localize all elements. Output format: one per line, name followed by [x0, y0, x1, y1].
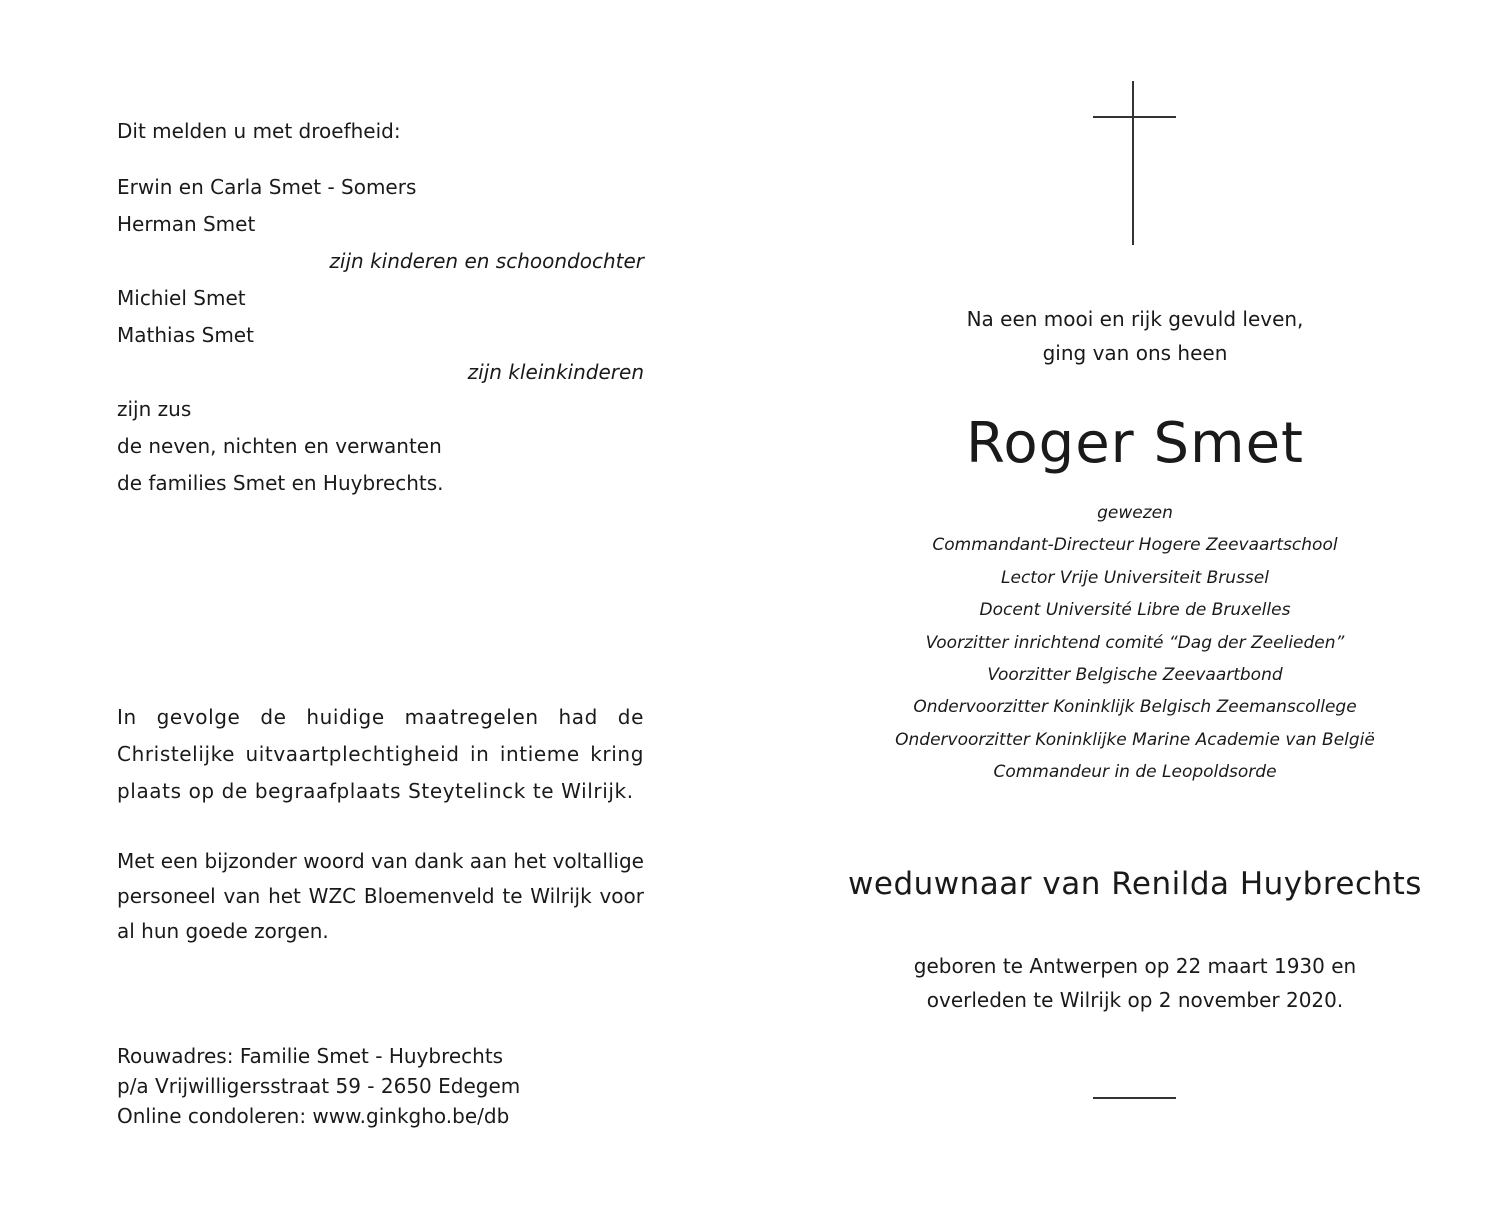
title-line: Voorzitter inrichtend comité “Dag der Zeelieden” — [925, 633, 1345, 653]
title-line: Commandeur in de Leopoldsorde — [993, 762, 1277, 782]
title-line: Commandant-Directeur Hogere Zeevaartschool — [932, 535, 1338, 555]
child-name: Herman Smet — [117, 212, 256, 236]
death-line: overleden te Wilrijk op 2 november 2020. — [926, 988, 1344, 1012]
deceased-name: Roger Smet — [966, 411, 1304, 476]
title-line: Voorzitter Belgische Zeevaartbond — [987, 665, 1283, 685]
title-line: gewezen — [1097, 503, 1173, 523]
announcement-intro: Dit melden u met droefheid: — [117, 119, 401, 143]
grandchild-name: Michiel Smet — [117, 286, 246, 310]
condolence-link: Online condoleren: www.ginkgho.be/db — [117, 1104, 510, 1128]
intro-line: Na een mooi en rijk gevuld leven, — [966, 307, 1304, 331]
thanks-paragraph: Met een bijzonder woord van dank aan het voltallige personeel van het WZC Bloemenveld te Wilrijk voor al hun goede zorgen. — [117, 849, 644, 943]
intro-line: ging van ons heen — [1042, 341, 1228, 365]
divider-rule — [1093, 1097, 1176, 1099]
children-role: zijn kinderen en schoondochter — [329, 249, 644, 273]
birth-line: geboren te Antwerpen op 22 maart 1930 en — [913, 954, 1357, 978]
relative-line: de families Smet en Huybrechts. — [117, 471, 444, 495]
grandchildren-role: zijn kleinkinderen — [467, 360, 644, 384]
mourning-address: p/a Vrijwilligersstraat 59 - 2650 Edegem — [117, 1074, 521, 1098]
ceremony-paragraph: In gevolge de huidige maatregelen had de Christelijke uitvaartplechtigheid in intieme kring plaats op de begraafplaats Steytelinck te Wilrijk. — [117, 705, 644, 803]
title-line: Docent Université Libre de Bruxelles — [979, 600, 1291, 620]
grandchild-name: Mathias Smet — [117, 323, 254, 347]
title-line: Ondervoorzitter Koninklijk Belgisch Zeemanscollege — [913, 697, 1357, 717]
mourning-address: Rouwadres: Familie Smet - Huybrechts — [117, 1044, 504, 1068]
title-line: Lector Vrije Universiteit Brussel — [1001, 568, 1269, 588]
relative-line: zijn zus — [117, 397, 192, 421]
widower-line: weduwnaar van Renilda Huybrechts — [848, 866, 1422, 902]
child-name: Erwin en Carla Smet - Somers — [117, 175, 417, 199]
relative-line: de neven, nichten en verwanten — [117, 434, 442, 458]
title-line: Ondervoorzitter Koninklijke Marine Academie van België — [895, 730, 1375, 750]
